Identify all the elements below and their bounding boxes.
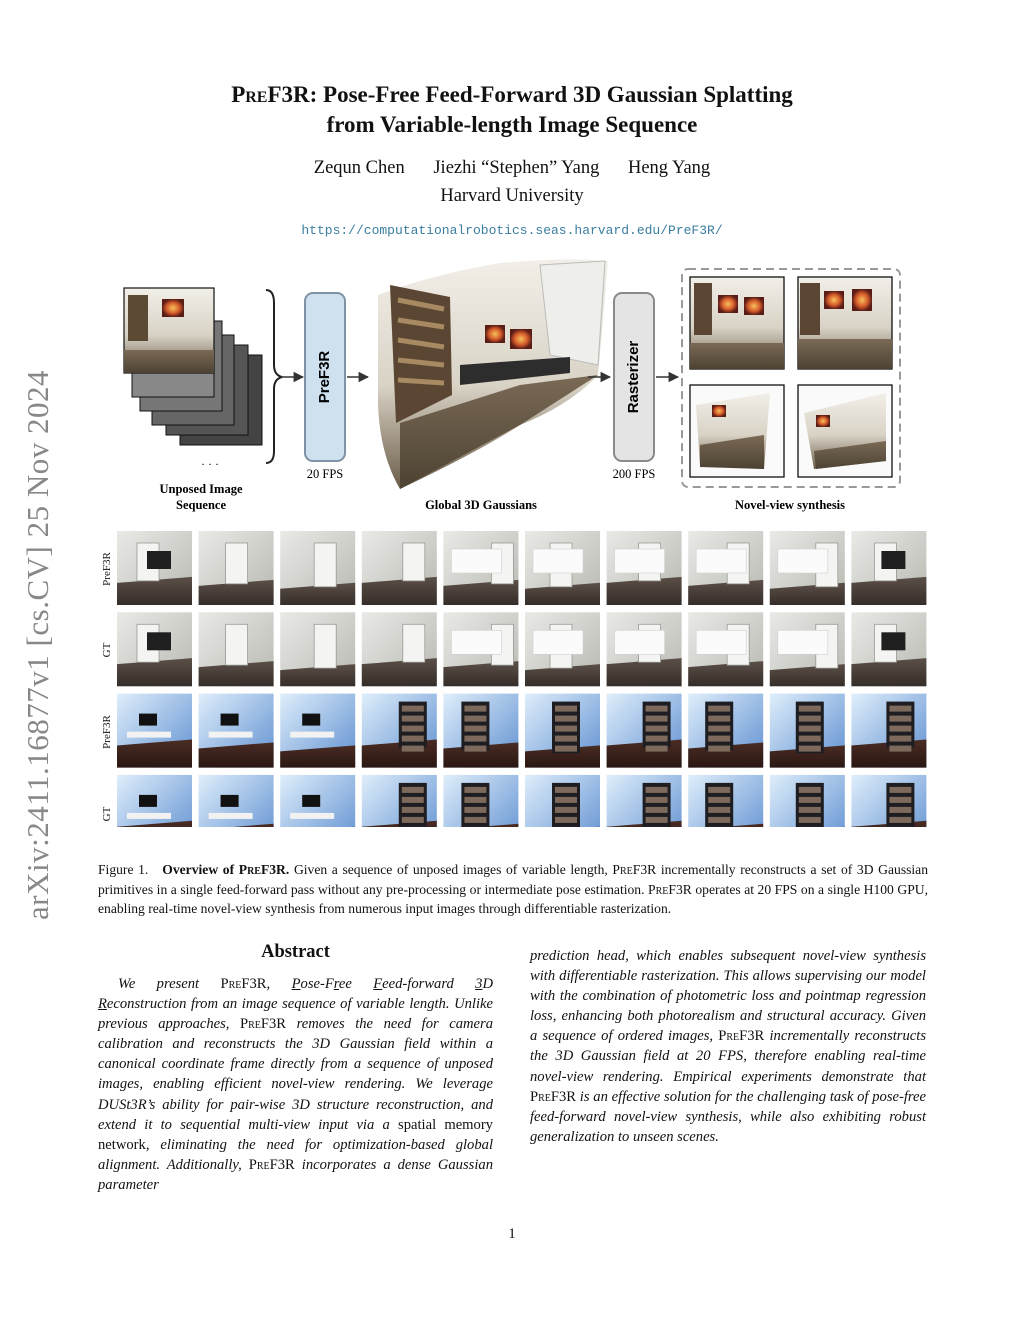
- affiliation: Harvard University: [440, 186, 584, 206]
- rasterizer-fps: 200 FPS: [612, 467, 656, 481]
- grid-cell: [770, 531, 845, 605]
- input-label-line-2: Sequence: [176, 498, 226, 512]
- grid-cell: [770, 694, 845, 768]
- author-2: Jiezhi “Stephen” Yang: [433, 158, 600, 178]
- input-image-stack: [124, 288, 262, 445]
- grid-cell: [362, 694, 437, 768]
- grid-cell: [117, 612, 192, 686]
- method-name: PreF3R: [231, 82, 310, 107]
- grid-cell: [280, 694, 355, 768]
- title-line-2: from Variable-length Image Sequence: [326, 112, 698, 137]
- grid-cell: [280, 612, 355, 686]
- abstract-heading: Abstract: [261, 942, 330, 962]
- grid-cell: [117, 531, 192, 605]
- input-frame-front: [124, 288, 214, 373]
- grid-cell: [443, 694, 518, 768]
- row-label-3: PreF3R: [101, 714, 113, 749]
- rasterizer-box-label: Rasterizer: [624, 340, 642, 414]
- grid-cell: [117, 775, 192, 827]
- author-1: Zequn Chen: [313, 158, 405, 178]
- grid-cell: [851, 694, 926, 768]
- arxiv-id: arXiv:2411.16877v1 [cs.CV] 25 Nov 2024: [20, 370, 55, 920]
- row-label-1: PreF3R: [101, 551, 113, 586]
- abstract-column-right: prediction head, which enables subsequent novel-view synthesis with differentiable rasterization. This allows supervising our model with the combination of photometric loss and pointmap regression loss, enhancing both photorealism and structural accuracy. Given a sequence of ordered images, PreF3R incrementally reconstructs the 3D Gaussian field at 20 FPS, therefore enabling real-time novel-view rendering. Empirical experiments demonstrate that PreF3R is an effective solution for the challenging task of pose-free feed-forward novel-view synthesis, while also exhibiting robust generalization to unseen scenes.: [530, 948, 926, 1145]
- grid-cell: [199, 531, 274, 605]
- grid-cell: [199, 694, 274, 768]
- input-label-line-1: Unposed Image: [159, 482, 243, 496]
- global-gaussians-render: [378, 259, 608, 489]
- author-list: [112, 158, 912, 179]
- grid-cell: [851, 612, 926, 686]
- grid-cell: [688, 694, 763, 768]
- figure-prefix: Figure 1.: [98, 862, 149, 877]
- grid-cell: [607, 694, 682, 768]
- grid-cell: [607, 775, 682, 827]
- grid-cell: [525, 775, 600, 827]
- grid-cell: [362, 612, 437, 686]
- gaussians-label: Global 3D Gaussians: [425, 498, 537, 512]
- grid-cell: [525, 531, 600, 605]
- grid-cell: [443, 612, 518, 686]
- grid-cell: [362, 775, 437, 827]
- author-3: Heng Yang: [627, 158, 711, 178]
- ellipsis: · · ·: [201, 457, 219, 471]
- grid-cell: [607, 531, 682, 605]
- brace: [266, 290, 282, 463]
- grid-cell: [199, 775, 274, 827]
- page-number: 1: [508, 1226, 516, 1242]
- grid-cell: [851, 775, 926, 827]
- grid-cell: [443, 775, 518, 827]
- grid-cell: [688, 612, 763, 686]
- novel-view-2: [798, 277, 892, 369]
- grid-cell: [280, 531, 355, 605]
- grid-cell: [525, 694, 600, 768]
- grid-cell: [525, 612, 600, 686]
- grid-cell: [770, 612, 845, 686]
- model-box-label: PreF3R: [315, 350, 333, 404]
- grid-cell: [688, 775, 763, 827]
- arxiv-stamp: [8, 345, 68, 945]
- grid-cell: [280, 775, 355, 827]
- grid-cell: [688, 531, 763, 605]
- grid-cell: [607, 612, 682, 686]
- novel-view-1: [690, 277, 784, 369]
- row-label-4: GT: [101, 806, 113, 821]
- grid-cell: [117, 694, 192, 768]
- grid-cell: [362, 531, 437, 605]
- abstract-column-left: We present PreF3R, Pose-Free Feed-forward 3D Reconstruction from an image sequence of variable length. Unlike previous approaches, PreF3R removes the need for camera calibration and reconstructs the 3D Gaussian field within a canonical coordinate frame directly from a sequence of unposed images, enabling efficient novel-view rendering. We leverage DUSt3R’s ability for pair-wise 3D structure reconstruction, and extend it to sequential multi-view input via a spatial memory network, eliminating the need for optimization-based global alignment. Additionally, PreF3R incorporates a dense Gaussian parameter: [98, 976, 494, 1193]
- novel-view-4: [798, 385, 892, 477]
- figure-caption: Figure 1. Overview of PreF3R. Given a sequence of unposed images of variable length, PreF3R incrementally reconstructs a set of 3D Gaussian primitives in a single feed-forward pass without any pre-processing or intermediate pose estimation. PreF3R operates at 20 FPS on a single H100 GPU, enabling real-time novel-view synthesis from numerous input images through differentiable rasterization.: [98, 862, 929, 916]
- grid-cell: [443, 531, 518, 605]
- project-url-link[interactable]: https://computationalrobotics.seas.harvard.edu/PreF3R/: [301, 223, 723, 238]
- row-label-2: GT: [101, 642, 113, 657]
- teaser-figure: [100, 255, 930, 525]
- novel-view-3: [690, 385, 784, 477]
- output-label: Novel-view synthesis: [734, 498, 846, 512]
- grid-cell: [199, 612, 274, 686]
- paper-title: [112, 80, 912, 140]
- title-line-1: : Pose-Free Feed-Forward 3D Gaussian Splatting: [309, 82, 793, 107]
- grid-cell: [770, 775, 845, 827]
- model-fps: 20 FPS: [306, 467, 344, 481]
- comparison-image-grid: [117, 531, 927, 827]
- grid-cell: [851, 531, 926, 605]
